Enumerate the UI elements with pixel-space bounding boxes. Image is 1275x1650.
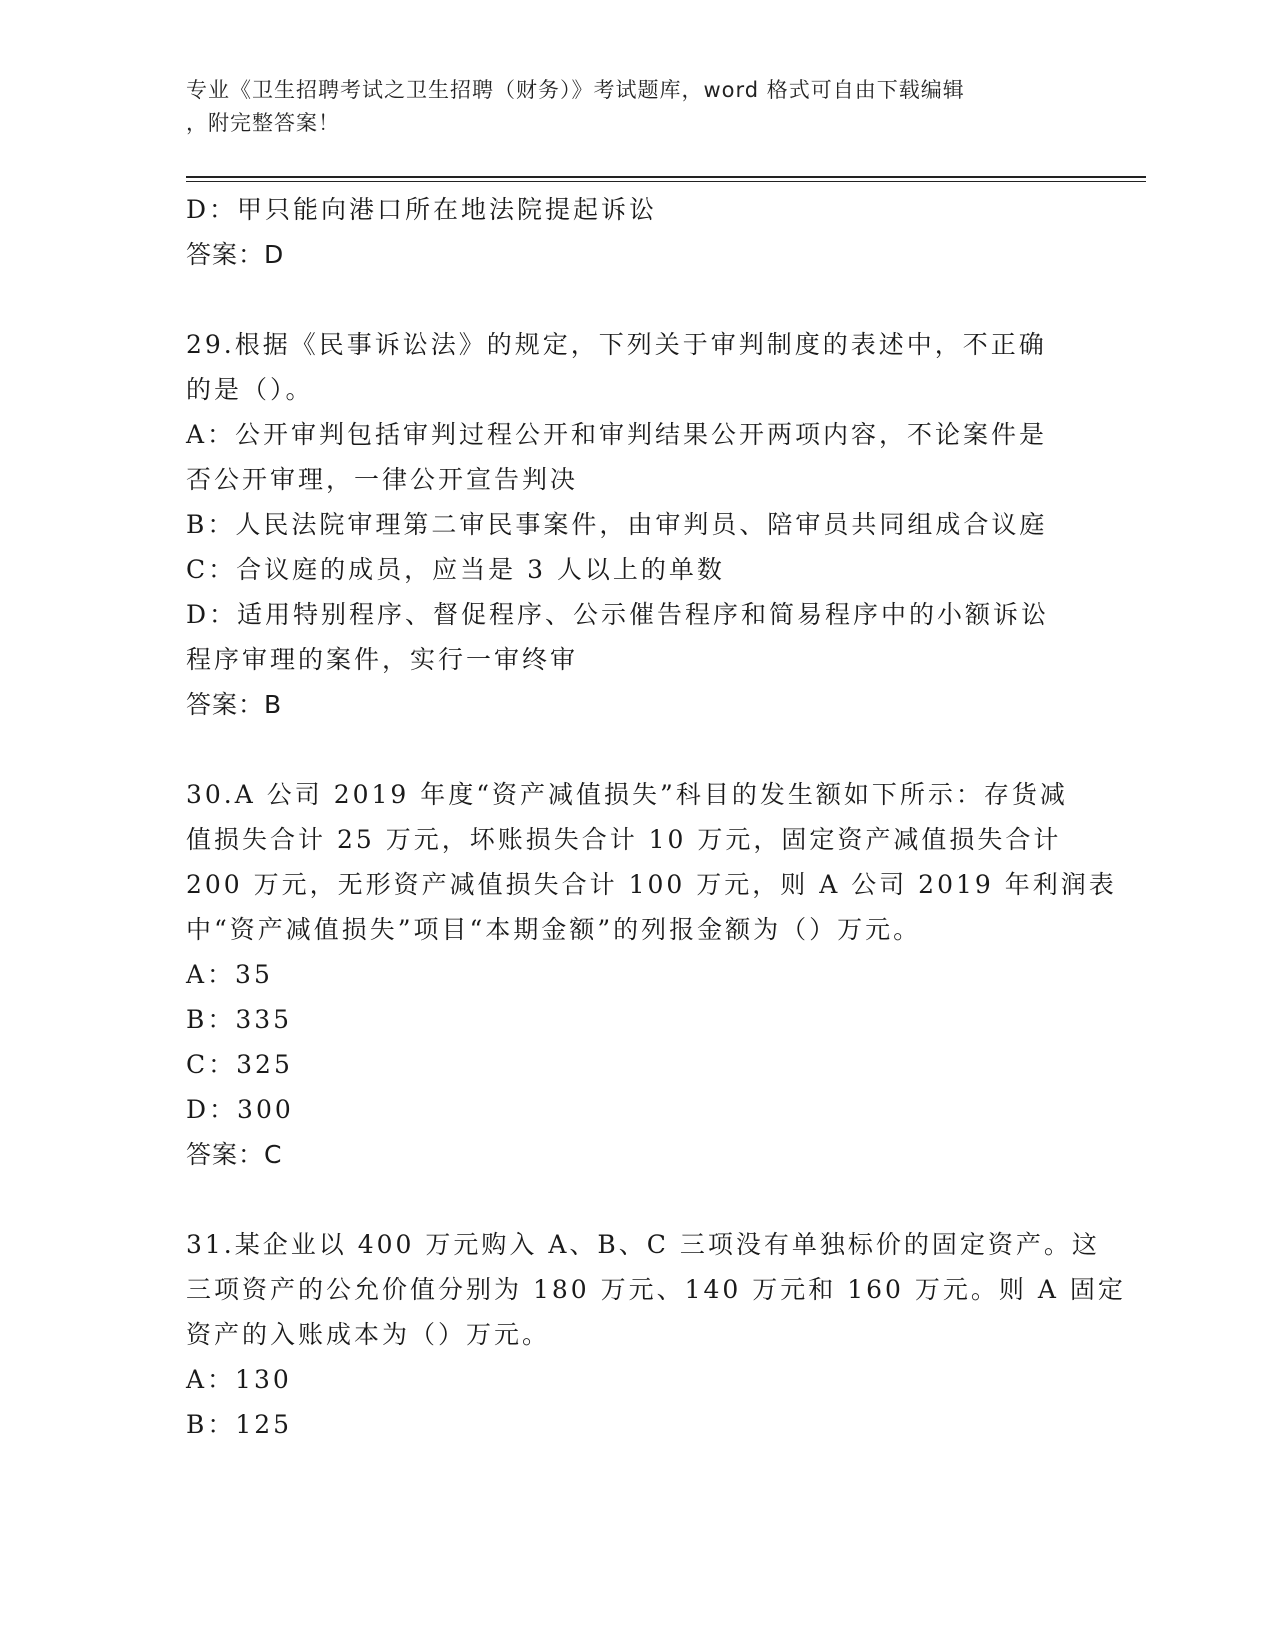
question-stem: 200 万元，无形资产减值损失合计 100 万元，则 A 公司 2019 年利润表 <box>186 870 1117 899</box>
option-d: D：300 <box>186 1095 294 1124</box>
spacer <box>186 277 1086 322</box>
option-b: B：人民法院审理第二审民事案件，由审判员、陪审员共同组成合议庭 <box>186 510 1048 539</box>
option-a: A：35 <box>186 960 273 989</box>
question-stem: 值损失合计 25 万元，坏账损失合计 10 万元，固定资产减值损失合计 <box>186 825 1062 854</box>
question-stem: 的是（）。 <box>186 375 314 404</box>
question-stem: 三项资产的公允价值分别为 180 万元、140 万元和 160 万元。则 A 固定 <box>186 1275 1126 1304</box>
answer: 答案：D <box>186 240 285 269</box>
question-stem: 中“资产减值损失”项目“本期金额”的列报金额为（）万元。 <box>186 915 922 944</box>
question-stem: 31.某企业以 400 万元购入 A、B、C 三项没有单独标价的固定资产。这 <box>186 1230 1100 1259</box>
option-b: B：335 <box>186 1005 293 1034</box>
page-header <box>186 74 1066 140</box>
question-stem: 资产的入账成本为（）万元。 <box>186 1320 551 1349</box>
header-rule-thin <box>186 181 1146 182</box>
question-list <box>186 187 1126 1447</box>
header-line: ，附完整答案！ <box>186 111 340 135</box>
option-a: A：公开审判包括审判过程公开和审判结果公开两项内容，不论案件是 <box>186 420 1048 449</box>
question-29 <box>186 322 1086 727</box>
spacer <box>186 1177 1086 1222</box>
header-rule <box>186 176 1146 178</box>
question-31 <box>186 1222 1126 1447</box>
spacer <box>186 727 1086 772</box>
question-28-tail <box>186 187 1086 277</box>
option-c: C：325 <box>186 1050 293 1079</box>
option-a: A：130 <box>186 1365 292 1394</box>
question-30 <box>186 772 1117 1177</box>
option-c: C：合议庭的成员，应当是 3 人以上的单数 <box>186 555 725 584</box>
question-stem: 29.根据《民事诉讼法》的规定，下列关于审判制度的表述中，不正确 <box>186 330 1047 359</box>
option-a: 否公开审理，一律公开宣告判决 <box>186 465 579 494</box>
option-d: D：甲只能向港口所在地法院提起诉讼 <box>186 195 658 224</box>
answer: 答案：C <box>186 1140 283 1169</box>
answer: 答案：B <box>186 690 283 719</box>
option-d: D：适用特别程序、督促程序、公示催告程序和简易程序中的小额诉讼 <box>186 600 1050 629</box>
question-stem: 30.A 公司 2019 年度“资产减值损失”科目的发生额如下所示：存货减 <box>186 780 1068 809</box>
header-line: 专业《卫生招聘考试之卫生招聘（财务）》考试题库，word 格式可自由下载编辑 <box>186 78 965 102</box>
option-d: 程序审理的案件，实行一审终审 <box>186 645 579 674</box>
option-b: B：125 <box>186 1410 293 1439</box>
